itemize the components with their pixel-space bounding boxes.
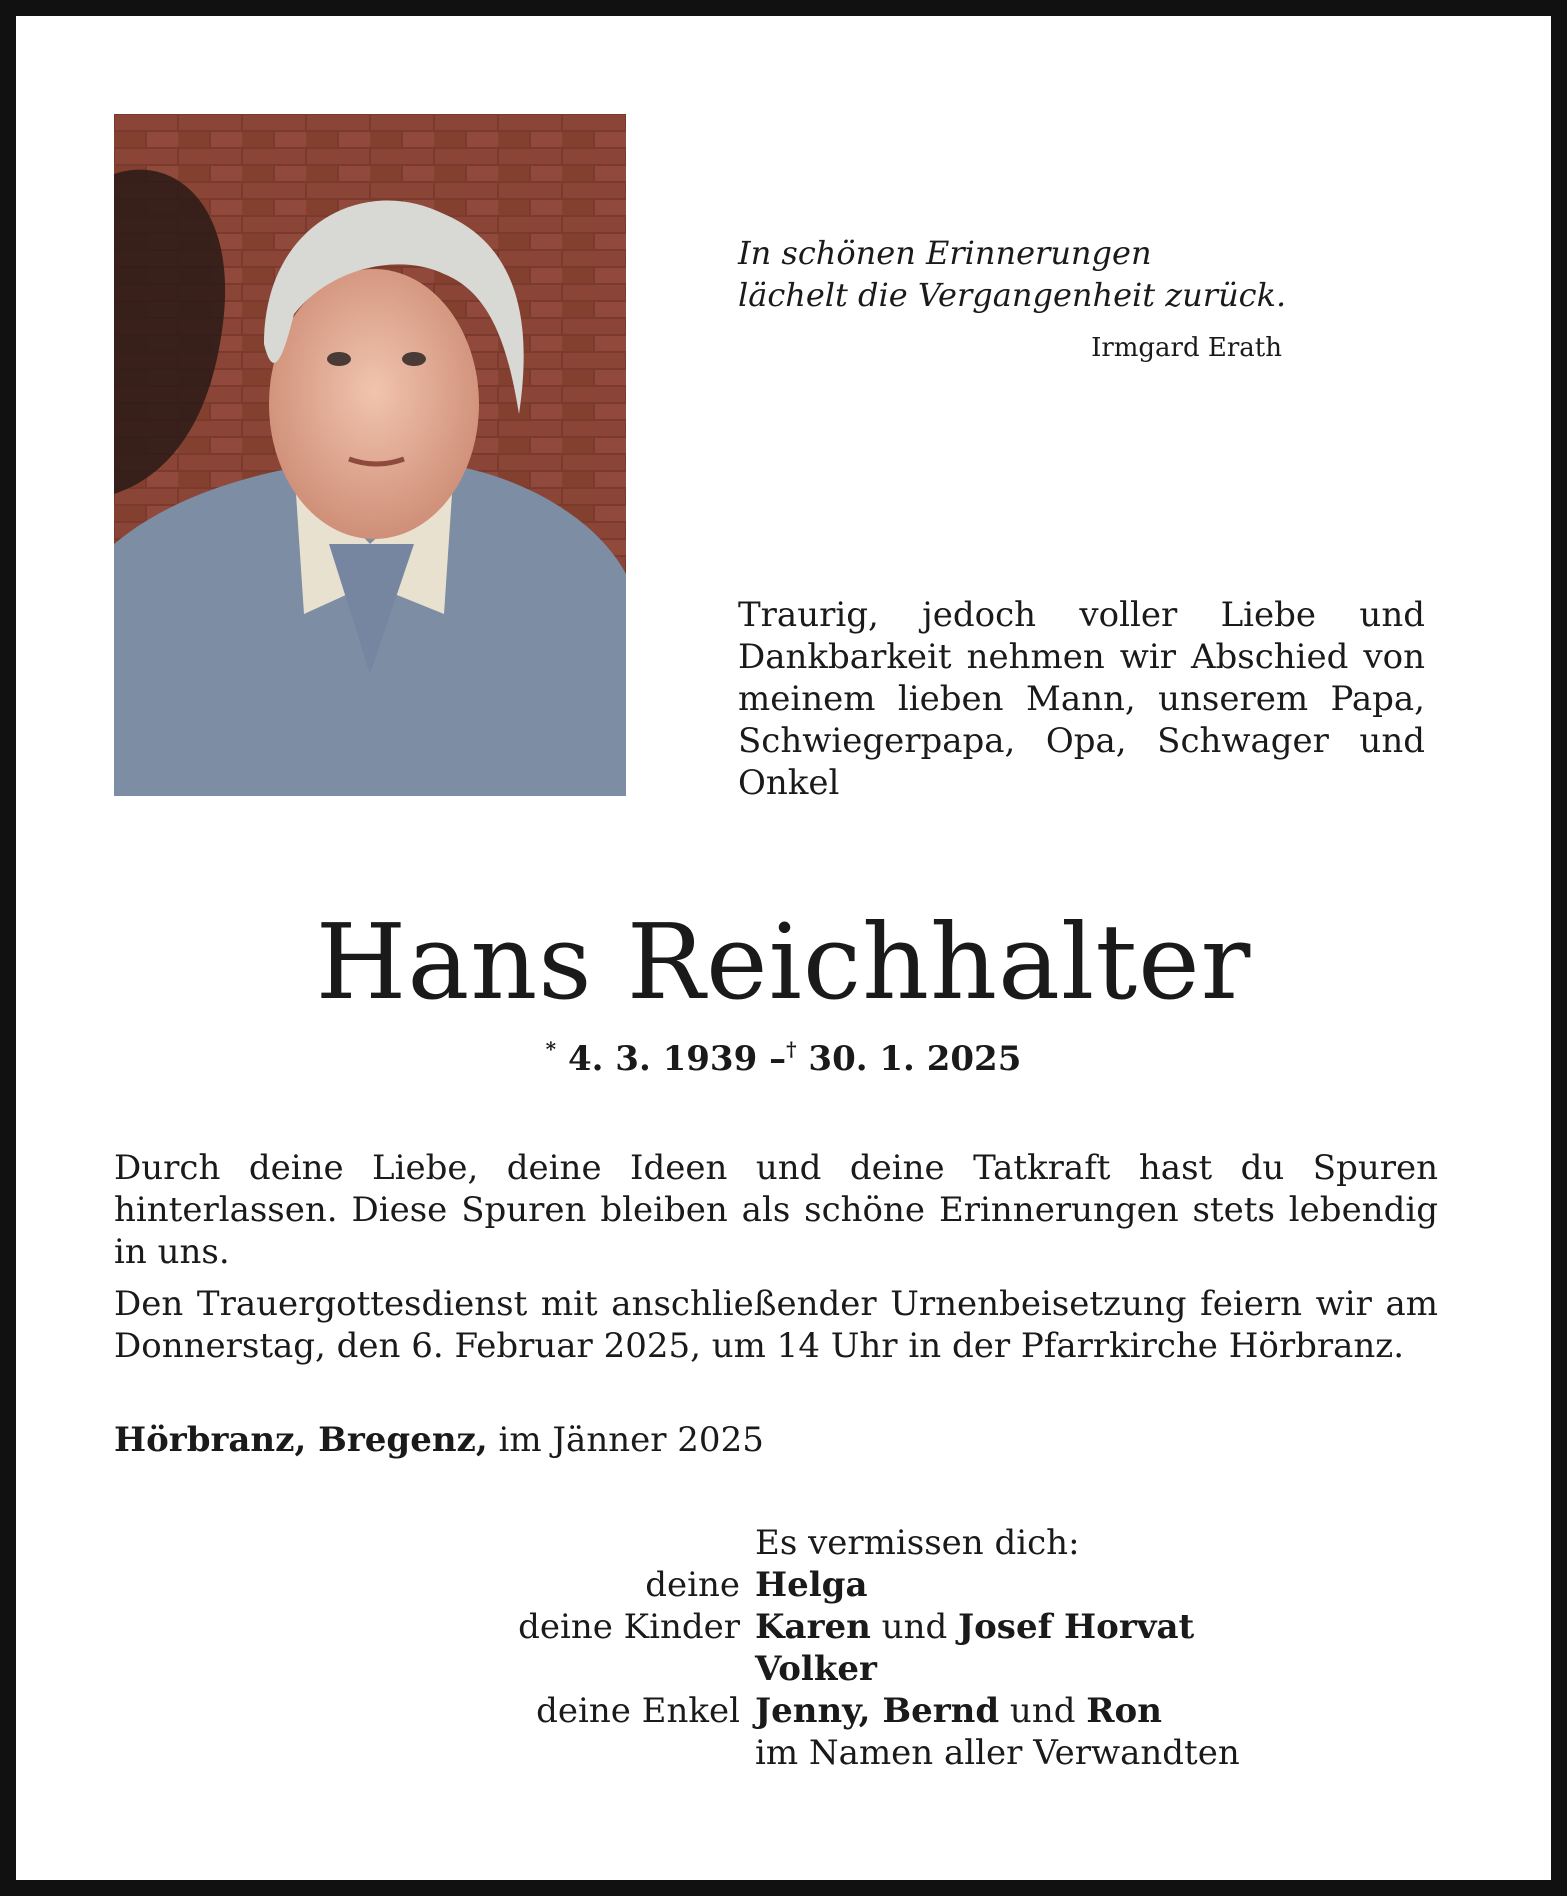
intro-text: Traurig, jedoch voller Liebe und Dankbarkeit nehmen wir Abschied von meinem lieben Mann, unserem Papa, Schwiegerpapa, Opa, Schwager und Onkel	[738, 595, 1425, 803]
birth-symbol: *	[545, 1037, 557, 1061]
life-dates	[0, 1027, 1567, 1081]
mourner-relation: deine	[645, 1565, 740, 1605]
mourner-name: Helga	[755, 1565, 868, 1605]
quote-author: Irmgard Erath	[1091, 333, 1282, 363]
place-date: im Jänner 2025	[498, 1420, 764, 1460]
mourner-relation: deine Kinder	[518, 1607, 740, 1647]
portrait-photo	[114, 114, 626, 796]
mourner-row	[0, 1690, 1567, 1732]
mourners-closing: im Namen aller Verwandten	[755, 1733, 1240, 1773]
deceased-name: Hans Reichhalter	[315, 901, 1252, 1023]
mourner-row	[0, 1606, 1567, 1648]
tribute-paragraph: Durch deine Liebe, deine Ideen und deine Tatkraft hast du Spuren hinterlassen. Diese Spuren bleiben als schöne Erinnerungen stets lebendig in uns.	[114, 1148, 1438, 1272]
birth-date: 4. 3. 1939	[567, 1039, 758, 1079]
mourner-row	[0, 1648, 1567, 1690]
mourners-heading-row	[0, 1522, 1567, 1564]
service-paragraph: Den Trauergottesdienst mit anschließender Urnenbeisetzung feiern wir am Donnerstag, den 6. Februar 2025, um 14 Uhr in der Pfarrkirche Hörbranz.	[114, 1284, 1438, 1366]
mourner-names	[755, 1606, 1194, 1648]
mourner-names	[755, 1690, 1162, 1732]
mourners-list	[0, 1522, 1567, 1774]
mourner-name: Karen	[755, 1607, 871, 1647]
mourner-relation: deine Enkel	[536, 1691, 740, 1731]
place-names: Hörbranz, Bregenz,	[114, 1420, 488, 1460]
mourner-row	[0, 1564, 1567, 1606]
mourner-joiner: und	[881, 1607, 948, 1647]
memorial-quote	[738, 232, 1298, 316]
mourners-heading: Es vermissen dich:	[755, 1523, 1080, 1563]
mourner-name: Volker	[755, 1649, 877, 1689]
mourners-closing-row	[0, 1732, 1567, 1774]
mourner-name: Jenny, Bernd	[755, 1691, 1000, 1731]
death-symbol: †	[786, 1037, 797, 1061]
date-separator: –	[769, 1039, 787, 1079]
place-and-date	[114, 1418, 764, 1462]
mourner-name: Ron	[1086, 1691, 1162, 1731]
portrait-image	[114, 114, 626, 796]
quote-line-2: lächelt die Vergangenheit zurück.	[738, 276, 1287, 314]
mourner-joiner: und	[1009, 1691, 1076, 1731]
mourner-names	[755, 1648, 877, 1690]
mourner-name: Josef Horvat	[958, 1607, 1195, 1647]
quote-line-1: In schönen Erinnerungen	[738, 234, 1152, 272]
mourner-names	[755, 1564, 867, 1606]
death-date: 30. 1. 2025	[808, 1039, 1022, 1079]
